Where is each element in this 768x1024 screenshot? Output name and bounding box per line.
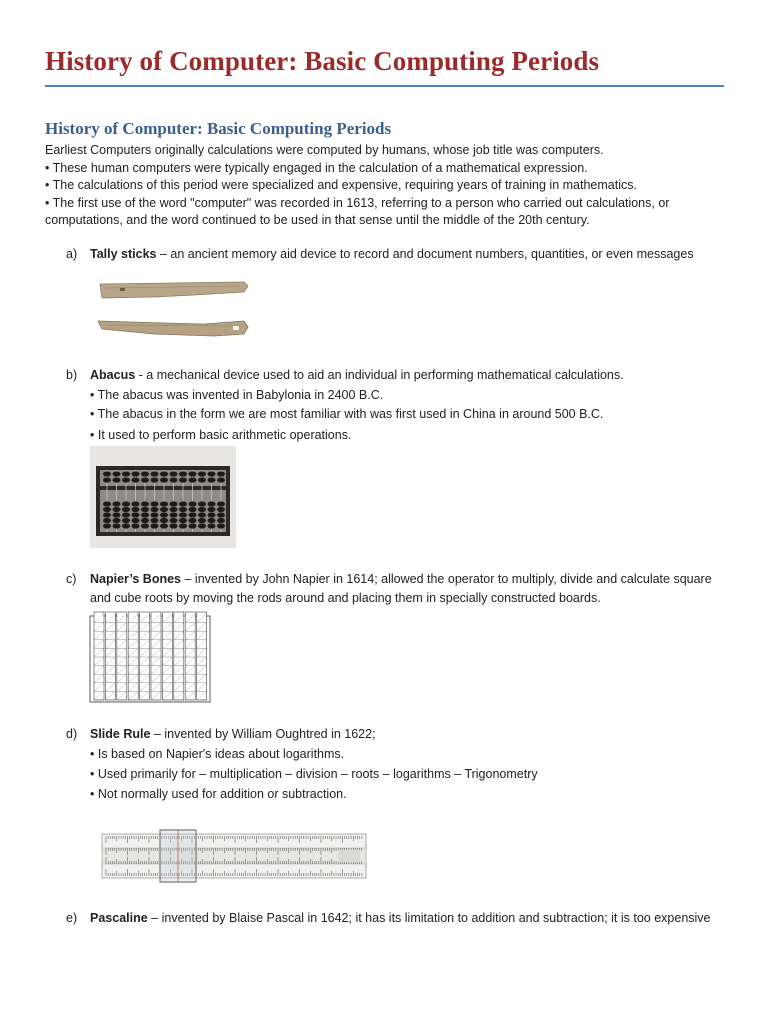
item-d-bullet-3: • Not normally used for addition or subtraction.: [90, 787, 347, 801]
item-d-desc: – invented by William Oughtred in 1622;: [150, 727, 376, 741]
intro-line-5: computations, and the word continued to be used in that sense until the middle of the 20th century.: [45, 213, 590, 227]
intro-line-1: Earliest Computers originally calculations were computed by humans, whose job title was computers.: [45, 143, 604, 157]
title-divider: [45, 85, 724, 87]
item-c-term: Napier’s Bones: [90, 572, 182, 586]
intro-line-2: • These human computers were typically engaged in the calculation of a mathematical expression.: [45, 160, 588, 175]
item-c-desc: – invented by John Napier in 1614; allowed the operator to multiply, divide and calculate square: [181, 572, 712, 586]
item-c-line-2: and cube roots by moving the rods around and placing them in specially constructed boards.: [90, 591, 601, 605]
item-b-term: Abacus: [90, 368, 136, 382]
item-b-marker: b): [66, 368, 78, 382]
item-d-term: Slide Rule: [90, 727, 151, 741]
item-a-term: Tally sticks: [90, 247, 157, 261]
page-title: History of Computer: Basic Computing Periods: [45, 46, 600, 76]
section-heading: History of Computer: Basic Computing Periods: [45, 119, 392, 138]
item-a-marker: a): [66, 247, 78, 261]
item-b-bullet-1: • The abacus was invented in Babylonia in 2400 B.C.: [90, 388, 384, 402]
item-b-bullet-3: • It used to perform basic arithmetic operations.: [90, 428, 352, 442]
slide-rule-image: [98, 826, 370, 886]
item-e-line: [90, 910, 711, 927]
item-e-marker: e): [66, 911, 78, 925]
napiers-bones-image: [88, 610, 214, 704]
item-b-bullet-2: • The abacus in the form we are most familiar with was first used in China in around 500 B.C.: [90, 407, 604, 421]
item-e-desc: – invented by Blaise Pascal in 1642; it has its limitation to addition and subtraction; it is too expensive: [147, 911, 711, 925]
item-b-desc: - a mechanical device used to aid an individual in performing mathematical calculations.: [135, 368, 624, 382]
intro-line-3: • The calculations of this period were specialized and expensive, requiring years of training in mathematics.: [45, 178, 637, 192]
item-d-marker: d): [66, 727, 78, 741]
item-d-bullet-2: • Used primarily for – multiplication – division – roots – logarithms – Trigonometry: [90, 767, 538, 781]
item-a-desc: – an ancient memory aid device to record and document numbers, quantities, or even messages: [156, 247, 694, 261]
item-b-line: [90, 367, 624, 384]
abacus-image: [90, 446, 236, 548]
item-a-line: [90, 246, 694, 263]
item-d-line: [90, 726, 376, 743]
item-c-line-1: [90, 571, 712, 588]
tally-sticks-image: [94, 276, 254, 346]
item-d-bullet-1: • Is based on Napier's ideas about logarithms.: [90, 747, 345, 761]
item-c-marker: c): [66, 572, 77, 586]
intro-line-4: • The first use of the word "computer" was recorded in 1613, referring to a person who carried out calculations, or: [45, 195, 670, 210]
item-e-term: Pascaline: [90, 911, 148, 925]
